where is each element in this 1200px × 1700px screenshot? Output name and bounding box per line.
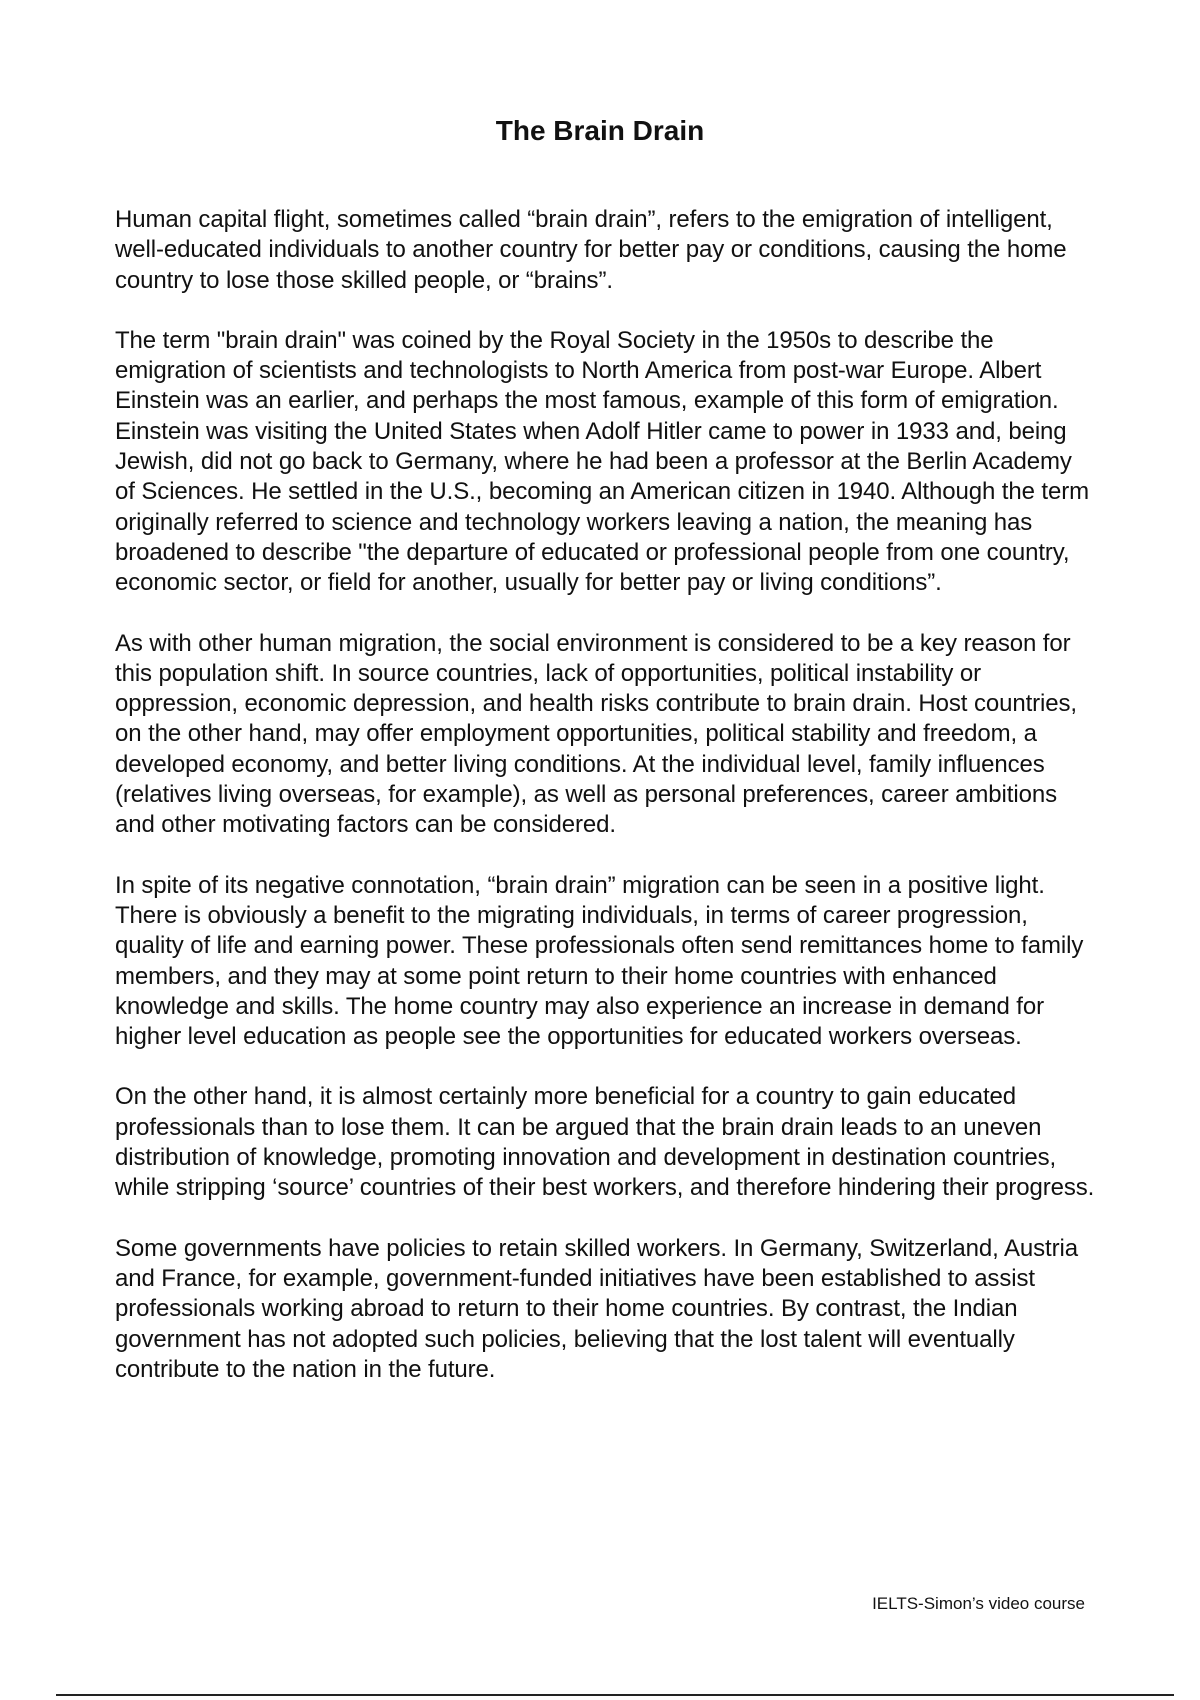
paragraph-2: The term "brain drain" was coined by the Royal Society in the 1950s to describe the emigration of scientists and technologists to North America from post-war Europe. Albert Einstein was an earlier, and perhaps the most famous, example of this form of emigration. Einstein was visiting the United States when Adolf Hitler came to power in 1933 and, being Jewish, did not go back to Germany, where he had been a professor at the Berlin Academy of Sciences. He settled in the U.S., becoming an American citizen in 1940. Although the term originally referred to science and technology workers leaving a nation, the meaning has broadened to describe "the departure of educated or professional people from one country, economic sector, or field for another, usually for better pay or living conditions”.	[115, 326, 1090, 597]
paragraph-4: In spite of its negative connotation, “brain drain” migration can be seen in a positive light. There is obviously a benefit to the migrating individuals, in terms of career progression, quality of life and earning power. These professionals often send remittances home to family members, and they may at some point return to their home countries with enhanced knowledge and skills. The home country may also experience an increase in demand for higher level education as people see the opportunities for educated workers overseas.	[115, 871, 1084, 1051]
document-body	[115, 205, 1095, 1415]
paragraph-6: Some governments have policies to retain skilled workers. In Germany, Switzerland, Austria and France, for example, government-funded initiatives have been established to assist professionals working abroad to return to their home countries. By contrast, the Indian government has not adopted such policies, believing that the lost talent will eventually contribute to the nation in the future.	[115, 1234, 1078, 1383]
paragraph-5: On the other hand, it is almost certainly more beneficial for a country to gain educated professionals than to lose them. It can be argued that the brain drain leads to an uneven distribution of knowledge, promoting innovation and development in destination countries, while stripping ‘source’ countries of their best workers, and therefore hindering their progress.	[115, 1083, 1095, 1202]
paragraph-1: Human capital flight, sometimes called “brain drain”, refers to the emigration of intelligent, well-educated individuals to another country for better pay or conditions, causing the home country to lose those skilled people, or “brains”.	[115, 206, 1067, 294]
paragraph-3: As with other human migration, the social environment is considered to be a key reason for this population shift. In source countries, lack of opportunities, political instability or oppression, economic depression, and health risks contribute to brain drain. Host countries, on the other hand, may offer employment opportunities, political stability and freedom, a developed economy, and better living conditions. At the individual level, family influences (relatives living overseas, for example), as well as personal preferences, career ambitions and other motivating factors can be considered.	[115, 629, 1077, 839]
footer-credit: IELTS-Simon’s video course	[872, 1594, 1085, 1613]
document-title: The Brain Drain	[495, 115, 705, 146]
bottom-divider	[56, 1694, 1174, 1696]
